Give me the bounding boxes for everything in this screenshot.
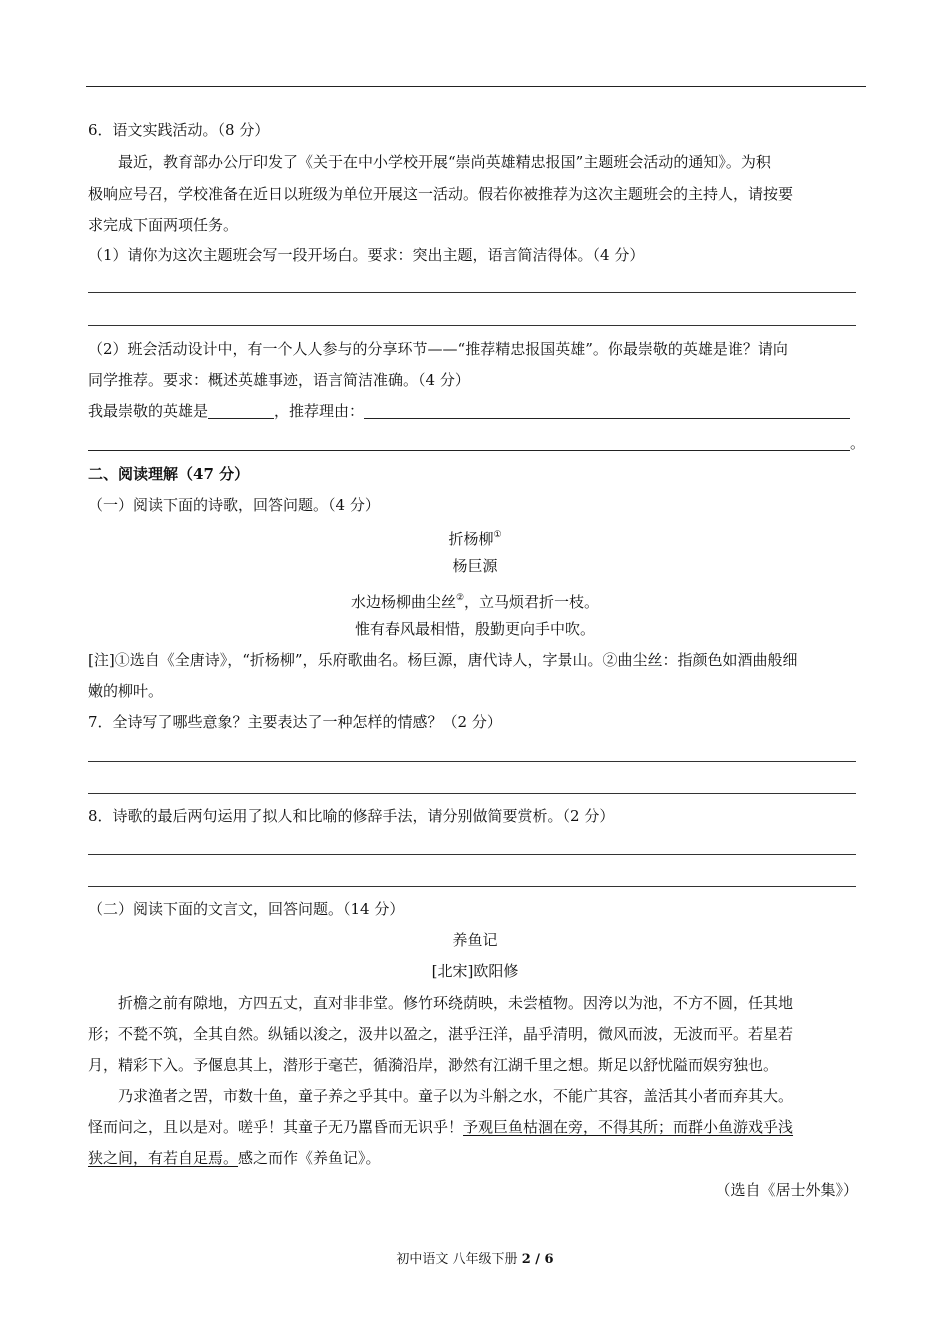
- poem-note-line-1: [注]①选自《全唐诗》，“折杨柳”，乐府歌曲名。杨巨源，唐代诗人，字景山。②曲尘丝：指颜色如酒曲般细: [88, 651, 798, 669]
- end-mark: 。: [850, 434, 866, 452]
- answer-line[interactable]: [88, 793, 856, 794]
- section2-title: 二、阅读理解（47 分）: [88, 465, 250, 483]
- poem-line-2: 惟有春风最相惜，殷勤更向手中吹。: [354, 620, 595, 638]
- part1-instruction: （一）阅读下面的诗歌，回答问题。（4 分）: [88, 496, 380, 514]
- hero-line: [88, 400, 866, 422]
- essay-line-1: 折檐之前有隙地，方四五丈，直对非非堂。修竹环绕荫映，未尝植物。因洿以为池，不方不圆，任其地: [118, 994, 794, 1012]
- answer-line[interactable]: [88, 886, 856, 887]
- answer-line[interactable]: [88, 854, 856, 855]
- answer-line[interactable]: [88, 325, 856, 326]
- hero-prefix: 我最崇敬的英雄是: [88, 402, 209, 420]
- page-number: 2 / 6: [521, 1252, 554, 1267]
- underlined-sentence: 狭之间，有若自足焉。: [88, 1149, 239, 1167]
- hero-middle: ，推荐理由：: [274, 402, 365, 420]
- header-rule: [86, 86, 866, 87]
- essay-line-5: 怪而问之，且以是对。嗟乎！其童子无乃嚚昏而无识乎！予观巨鱼枯涸在旁，不得其所；而群小鱼游戏乎浅: [88, 1118, 794, 1136]
- reason-blank[interactable]: [364, 402, 850, 419]
- q7-title: 7．全诗写了哪些意象？主要表达了一种怎样的情感？（2 分）: [88, 713, 502, 731]
- answer-line[interactable]: [88, 292, 856, 293]
- essay-source: （选自《居士外集》）: [715, 1181, 858, 1199]
- essay-line-6: 狭之间，有若自足焉。感之而作《养鱼记》。: [88, 1149, 381, 1167]
- q6-sub1: （1）请你为这次主题班会写一段开场白。要求：突出主题，语言简洁得体。（4 分）: [88, 246, 645, 264]
- poem-note-line-2: 嫩的柳叶。: [88, 682, 164, 700]
- underlined-sentence: 予观巨鱼枯涸在旁，不得其所；而群小鱼游戏乎浅: [463, 1118, 794, 1136]
- reason-line-2: [88, 432, 866, 454]
- answer-line[interactable]: [88, 761, 856, 762]
- q6-para-line-3: 求完成下面两项任务。: [88, 216, 239, 234]
- essay-title: 养鱼记: [452, 931, 498, 949]
- footnote-marker: ②: [455, 593, 465, 603]
- poem-line-1: 水边杨柳曲尘丝②，立马烦君折一枝。: [350, 593, 600, 611]
- page-footer: 初中语文 八年级下册 2 / 6: [396, 1252, 554, 1267]
- poem-author: 杨巨源: [452, 557, 498, 575]
- essay-line-4: 乃求渔者之罟，市数十鱼，童子养之乎其中。童子以为斗斛之水，不能广其容，盖活其小者而弃其大。: [118, 1087, 794, 1105]
- hero-name-blank[interactable]: [208, 402, 274, 419]
- reason-blank-2[interactable]: [88, 434, 850, 451]
- q6-para-line-1: 最近，教育部办公厅印发了《关于在中小学校开展“崇尚英雄精忠报国”主题班会活动的通知》。为积: [118, 153, 771, 171]
- essay-line-3: 月，精彩下入。予偃息其上，潜形于毫芒，循漪沿岸，渺然有江湖千里之想。斯足以舒忧隘而娱穷独也。: [88, 1056, 779, 1074]
- essay-author: [北宋]欧阳修: [431, 962, 519, 980]
- q6-title: 6．语文实践活动。（8 分）: [88, 121, 270, 139]
- q6-sub2-line-2: 同学推荐。要求：概述英雄事迹，语言简洁准确。（4 分）: [88, 371, 470, 389]
- q8-title: 8．诗歌的最后两句运用了拟人和比喻的修辞手法，请分别做简要赏析。（2 分）: [88, 807, 615, 825]
- q6-para-line-2: 极响应号召，学校准备在近日以班级为单位开展这一活动。假若你被推荐为这次主题班会的主持人，请按要: [88, 185, 794, 203]
- essay-line-2: 形；不甃不筑，全其自然。纵锸以浚之，汲井以盈之，湛乎汪洋，晶乎清明，微风而波，无波而平。若星若: [88, 1025, 794, 1043]
- footnote-marker: ①: [493, 530, 502, 540]
- poem-title: 折杨柳①: [448, 530, 502, 548]
- part2-instruction: （二）阅读下面的文言文，回答问题。（14 分）: [88, 900, 405, 918]
- q6-sub2-line-1: （2）班会活动设计中，有一个人人参与的分享环节——“推荐精忠报国英雄”。你最崇敬的英雄是谁？请向: [88, 340, 788, 358]
